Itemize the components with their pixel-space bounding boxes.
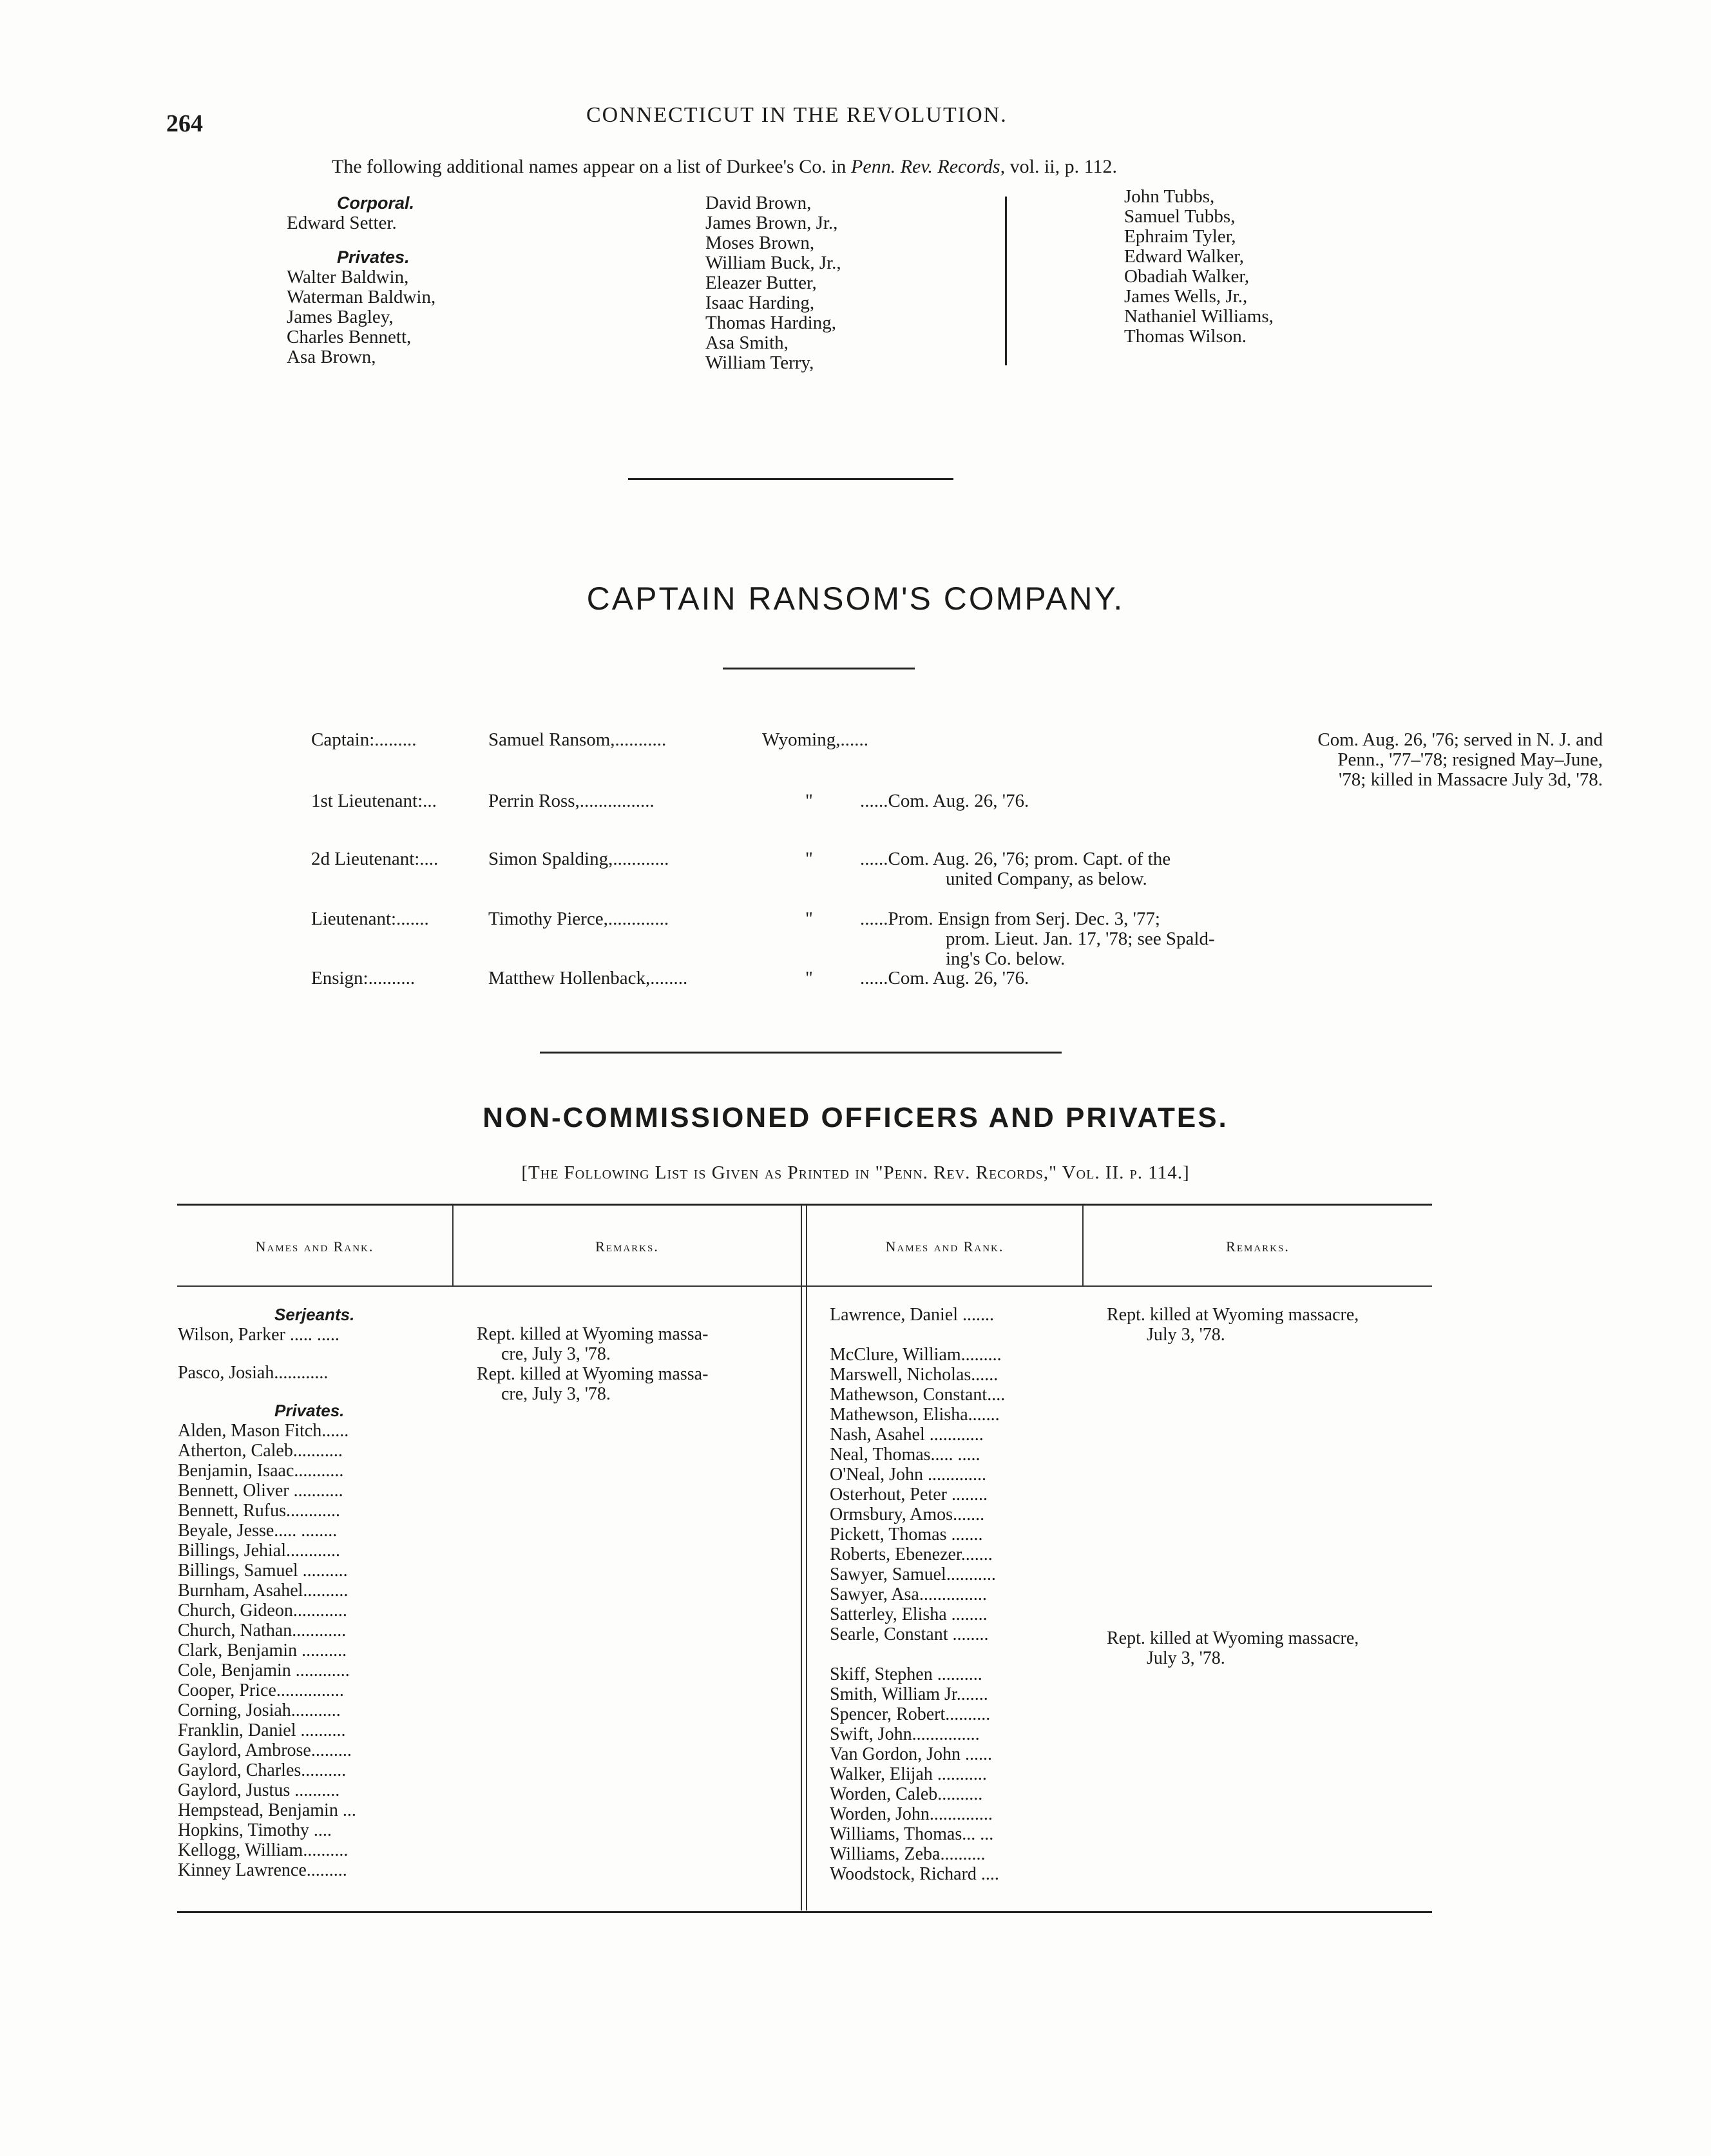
table-row: Beyale, Jesse..... ........: [178, 1521, 338, 1541]
table-row: Bennett, Oliver ...........: [178, 1481, 343, 1501]
officer-name: Simon Spalding,............: [488, 849, 669, 869]
table-row: Corning, Josiah...........: [178, 1700, 341, 1720]
officer-place: Wyoming,......: [762, 729, 868, 750]
durkee-column-1: [287, 193, 435, 367]
remark-line: cre, July 3, '78.: [501, 1344, 611, 1364]
corporal-name: Edward Setter.: [287, 213, 397, 233]
nco-note: [The Following List is Given as Printed in "Penn. Rev. Records," Vol. II. p. 114.]: [521, 1162, 1190, 1183]
table-row: Neal, Thomas..... .....: [830, 1445, 980, 1465]
table-row: Hopkins, Timothy ....: [178, 1820, 332, 1840]
table-row: Nash, Asahel ............: [830, 1425, 984, 1445]
left-names-column: [178, 1305, 356, 1880]
section-divider: [628, 478, 953, 480]
list-item: John Tubbs,: [1124, 186, 1215, 207]
remark-line: ing's Co. below.: [946, 948, 1066, 969]
officer-place: ": [805, 968, 813, 988]
remark-line: July 3, '78.: [1147, 1325, 1225, 1345]
list-item: Samuel Tubbs,: [1124, 206, 1236, 227]
serjeants-heading: Serjeants.: [274, 1305, 355, 1324]
table-row: Church, Nathan............: [178, 1621, 347, 1641]
remark-line: July 3, '78.: [1147, 1648, 1225, 1668]
officer-place: ": [805, 849, 813, 869]
table-row: Clark, Benjamin ..........: [178, 1641, 347, 1660]
table-row: Worden, Caleb..........: [830, 1784, 983, 1804]
table-row: Pasco, Josiah............: [178, 1363, 329, 1383]
table-row: Woodstock, Richard ....: [830, 1864, 999, 1884]
table-row: Franklin, Daniel ..........: [178, 1720, 346, 1740]
table-row: Alden, Mason Fitch......: [178, 1421, 349, 1441]
table-row: Lawrence, Daniel .......: [830, 1305, 994, 1325]
list-item: James Brown, Jr.,: [705, 213, 838, 233]
column-header-names: Names and Rank.: [255, 1238, 374, 1255]
officer-rank: Captain:.........: [311, 729, 417, 750]
durkee-column-2: [705, 193, 841, 373]
list-item: Walter Baldwin,: [287, 267, 409, 287]
table-row: Hempstead, Benjamin ...: [178, 1800, 356, 1820]
table-row: Williams, Zeba..........: [830, 1844, 986, 1864]
officer-rank: 2d Lieutenant:....: [311, 849, 439, 869]
column-header-remarks: Remarks.: [1226, 1238, 1290, 1255]
table-row: Billings, Samuel ..........: [178, 1561, 348, 1581]
table-row: Cooper, Price...............: [178, 1680, 344, 1700]
remark-line: cre, July 3, '78.: [501, 1384, 611, 1404]
corporal-heading: Corporal.: [337, 193, 415, 213]
table-row: Billings, Jehial............: [178, 1541, 340, 1561]
table-row: Bennett, Rufus............: [178, 1501, 340, 1521]
privates-heading: Privates.: [337, 247, 410, 267]
column-header-names: Names and Rank.: [885, 1238, 1004, 1255]
table-row: Kellogg, William..........: [178, 1840, 349, 1860]
remark-line: Com. Aug. 26, '76; served in N. J. and: [1317, 729, 1603, 750]
list-item: Nathaniel Williams,: [1124, 306, 1274, 327]
remark-line: ......Com. Aug. 26, '76.: [860, 791, 1029, 811]
list-item: Waterman Baldwin,: [287, 287, 436, 307]
table-row: Mathewson, Constant....: [830, 1385, 1006, 1405]
table-row: Ormsbury, Amos.......: [830, 1505, 985, 1525]
list-item: James Wells, Jr.,: [1124, 286, 1248, 307]
table-row: Skiff, Stephen ..........: [830, 1664, 982, 1684]
officer-remarks: [920, 730, 1603, 790]
list-item: William Terry,: [705, 352, 814, 373]
table-row: Osterhout, Peter ........: [830, 1485, 988, 1505]
list-item: Isaac Harding,: [705, 293, 815, 313]
list-item: Asa Smith,: [705, 332, 789, 353]
table-row: Burnham, Asahel..........: [178, 1581, 349, 1601]
list-item: Edward Walker,: [1124, 246, 1245, 267]
page-number: 264: [166, 110, 203, 137]
officer-remarks: [860, 849, 1603, 889]
table-row: Pickett, Thomas .......: [830, 1525, 983, 1545]
title-rule: [723, 668, 915, 669]
right-remarks-block: [1107, 1628, 1359, 1668]
remark-line: ......Com. Aug. 26, '76; prom. Capt. of the: [860, 849, 1171, 869]
table-row: Swift, John...............: [830, 1724, 980, 1744]
remark-line: Rept. killed at Wyoming massacre,: [1107, 1628, 1359, 1648]
officer-place: ": [805, 909, 813, 929]
table-row: Gaylord, Ambrose.........: [178, 1740, 352, 1760]
column-divider: [1005, 197, 1007, 365]
table-row: Mathewson, Elisha.......: [830, 1405, 1000, 1425]
intro-sentence: [332, 156, 1117, 178]
list-item: Moses Brown,: [705, 233, 815, 253]
remark-line: '78; killed in Massacre July 3d, '78.: [1339, 769, 1603, 790]
officer-rank: Ensign:..........: [311, 968, 416, 988]
table-row: Church, Gideon............: [178, 1601, 347, 1621]
remark-line: Rept. killed at Wyoming massa-: [477, 1324, 709, 1344]
table-row: Sawyer, Asa...............: [830, 1584, 987, 1604]
table-row: Searle, Constant ........: [830, 1624, 989, 1644]
table-header-rule: [177, 1285, 1432, 1287]
list-item: Thomas Harding,: [705, 313, 836, 333]
list-item: William Buck, Jr.,: [705, 253, 841, 273]
remark-line: Penn., '77–'78; resigned May–June,: [1337, 749, 1603, 770]
running-head: CONNECTICUT IN THE REVOLUTION.: [586, 103, 1008, 127]
table-row: Worden, John..............: [830, 1804, 993, 1824]
right-remarks-block: [1107, 1305, 1359, 1345]
intro-ref: vol. ii, p. 112.: [1005, 156, 1118, 177]
list-item: Charles Bennett,: [287, 327, 412, 347]
officer-name: Timothy Pierce,.............: [488, 909, 669, 929]
privates-heading: Privates.: [274, 1401, 345, 1420]
list-item: Thomas Wilson.: [1124, 326, 1247, 347]
officer-remarks: [860, 791, 1029, 811]
officer-rank: Lieutenant:.......: [311, 909, 429, 929]
section-title: CAPTAIN RANSOM'S COMPANY.: [586, 581, 1125, 617]
list-item: Eleazer Butter,: [705, 273, 817, 293]
table-col-divider: [801, 1205, 802, 1911]
intro-text: The following additional names appear on a list of Durkee's Co. in: [332, 156, 852, 177]
column-header-remarks: Remarks.: [595, 1238, 659, 1255]
remark-line: united Company, as below.: [946, 869, 1147, 889]
officer-rank: 1st Lieutenant:...: [311, 791, 437, 811]
table-row: Atherton, Caleb...........: [178, 1441, 343, 1461]
table-row: Van Gordon, John ......: [830, 1744, 992, 1764]
remark-line: Rept. killed at Wyoming massa-: [477, 1364, 709, 1384]
table-col-divider: [806, 1205, 807, 1911]
durkee-column-3: [1124, 187, 1274, 347]
officer-name: Samuel Ransom,...........: [488, 729, 667, 750]
table-row: Smith, William Jr.......: [830, 1684, 988, 1704]
officer-name: Perrin Ross,................: [488, 791, 655, 811]
table-row: O'Neal, John .............: [830, 1465, 987, 1485]
officer-place: ": [805, 791, 813, 811]
remark-line: prom. Lieut. Jan. 17, '78; see Spald-: [946, 929, 1215, 949]
nco-title: NON-COMMISSIONED OFFICERS AND PRIVATES.: [483, 1102, 1228, 1133]
list-item: Obadiah Walker,: [1124, 266, 1250, 287]
intro-source: Penn. Rev. Records,: [851, 156, 1006, 177]
left-remarks-column: [477, 1324, 708, 1404]
table-row: Gaylord, Charles..........: [178, 1760, 347, 1780]
table-row: Roberts, Ebenezer.......: [830, 1545, 993, 1564]
table-row: Kinney Lawrence.........: [178, 1860, 347, 1880]
table-row: Walker, Elijah ...........: [830, 1764, 987, 1784]
officer-remarks: [860, 968, 1029, 988]
officer-remarks: [860, 909, 1603, 969]
table-row: Satterley, Elisha ........: [830, 1604, 988, 1624]
table-row: Wilson, Parker ..... .....: [178, 1325, 339, 1345]
section-divider: [540, 1052, 1062, 1054]
table-row: Sawyer, Samuel...........: [830, 1564, 996, 1584]
list-item: Ephraim Tyler,: [1124, 226, 1236, 247]
table-row: Benjamin, Isaac...........: [178, 1461, 344, 1481]
table-row: Spencer, Robert..........: [830, 1704, 991, 1724]
list-item: David Brown,: [705, 193, 812, 213]
table-row: Gaylord, Justus ..........: [178, 1780, 340, 1800]
table-row: McClure, William.........: [830, 1345, 1002, 1365]
table-row: Williams, Thomas... ...: [830, 1824, 994, 1844]
remark-line: ......Com. Aug. 26, '76.: [860, 968, 1029, 988]
table-bottom-rule: [177, 1911, 1432, 1913]
table-row: Cole, Benjamin ............: [178, 1660, 350, 1680]
remark-line: ......Prom. Ensign from Serj. Dec. 3, '77;: [860, 909, 1160, 929]
remark-line: Rept. killed at Wyoming massacre,: [1107, 1305, 1359, 1325]
list-item: Asa Brown,: [287, 347, 376, 367]
table-row: Marswell, Nicholas......: [830, 1365, 999, 1385]
right-names-column: [830, 1305, 1005, 1884]
officer-name: Matthew Hollenback,........: [488, 968, 688, 988]
table-top-rule: [177, 1204, 1432, 1206]
list-item: James Bagley,: [287, 307, 394, 327]
